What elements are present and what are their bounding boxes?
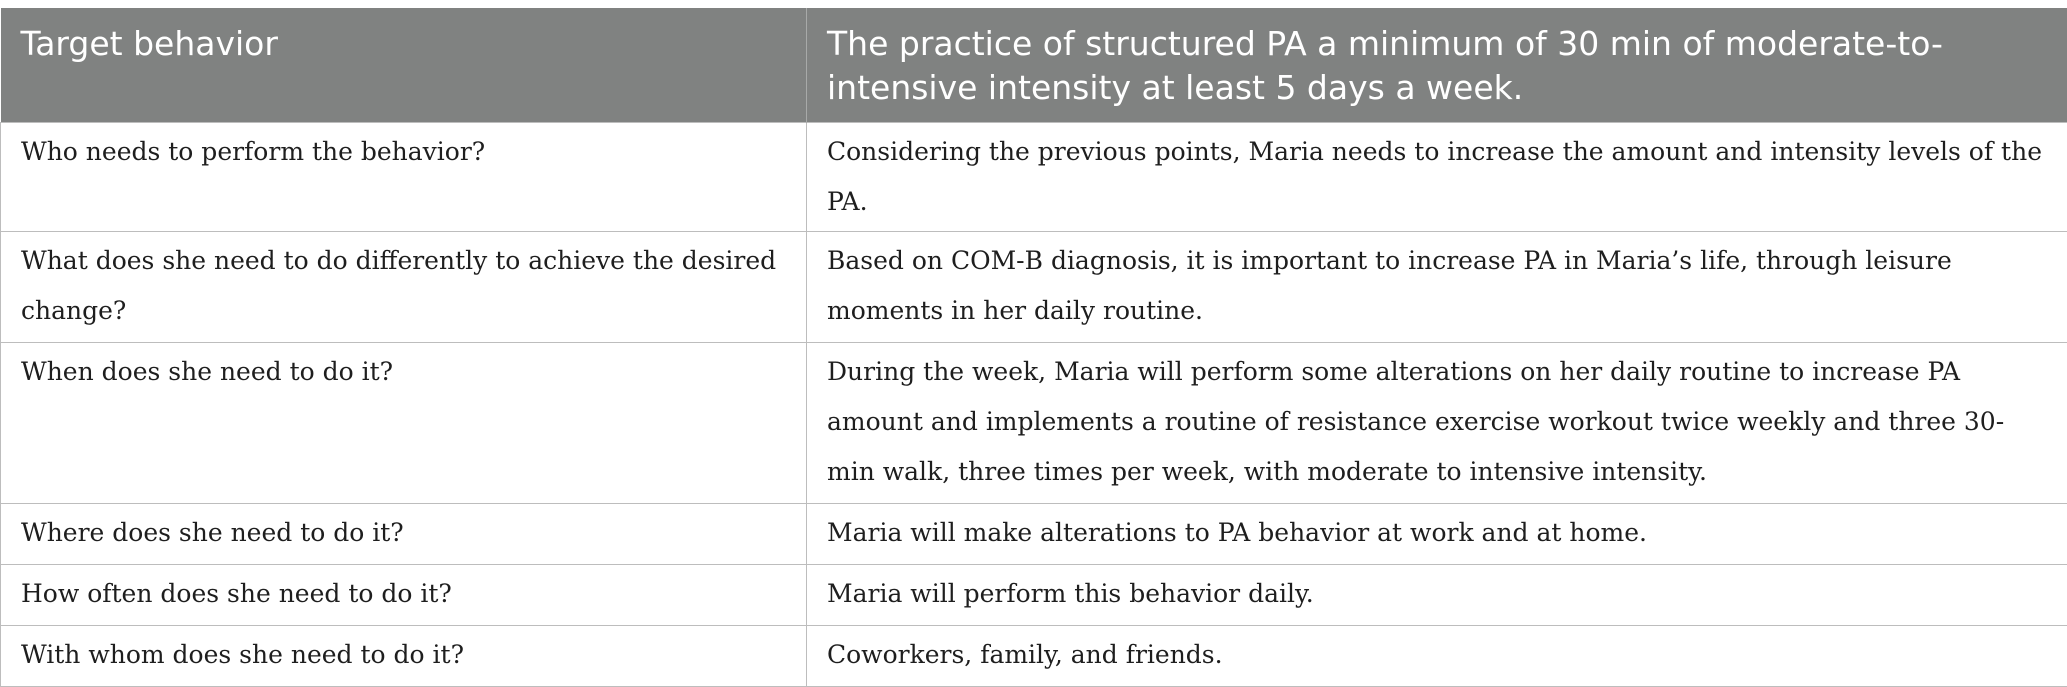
header-target-behavior: Target behavior [1, 8, 807, 123]
row-answer: Maria will perform this behavior daily. [807, 565, 2067, 626]
header-row [1, 8, 2067, 123]
row-answer: Based on COM-B diagnosis, it is important to increase PA in Maria’s life, through leisure moments in her daily routine. [807, 232, 2067, 343]
row-answer: Coworkers, family, and friends. [807, 626, 2067, 687]
row-question: With whom does she need to do it? [1, 626, 807, 687]
row-question: Who needs to perform the behavior? [1, 123, 807, 232]
behavior-table [0, 8, 2067, 687]
header-target-behavior-definition: The practice of structured PA a minimum of 30 min of moderate-to-intensive intensity at least 5 days a week. [807, 8, 2067, 123]
behavior-table-container [0, 8, 2067, 687]
table-body [1, 123, 2067, 687]
row-answer: Considering the previous points, Maria needs to increase the amount and intensity levels of the PA. [807, 123, 2067, 232]
row-question: What does she need to do differently to achieve the desired change? [1, 232, 807, 343]
table-header [1, 8, 2067, 123]
row-question: When does she need to do it? [1, 343, 807, 504]
row-question: Where does she need to do it? [1, 504, 807, 565]
row-answer: Maria will make alterations to PA behavior at work and at home. [807, 504, 2067, 565]
table-row [1, 232, 2067, 343]
table-row [1, 565, 2067, 626]
row-question: How often does she need to do it? [1, 565, 807, 626]
row-answer: During the week, Maria will perform some alterations on her daily routine to increase PA amount and implements a routine of resistance exercise workout twice weekly and three 30-min walk, three times per week, with moderate to intensive intensity. [807, 343, 2067, 504]
table-row [1, 504, 2067, 565]
table-row [1, 626, 2067, 687]
table-row [1, 343, 2067, 504]
table-row [1, 123, 2067, 232]
